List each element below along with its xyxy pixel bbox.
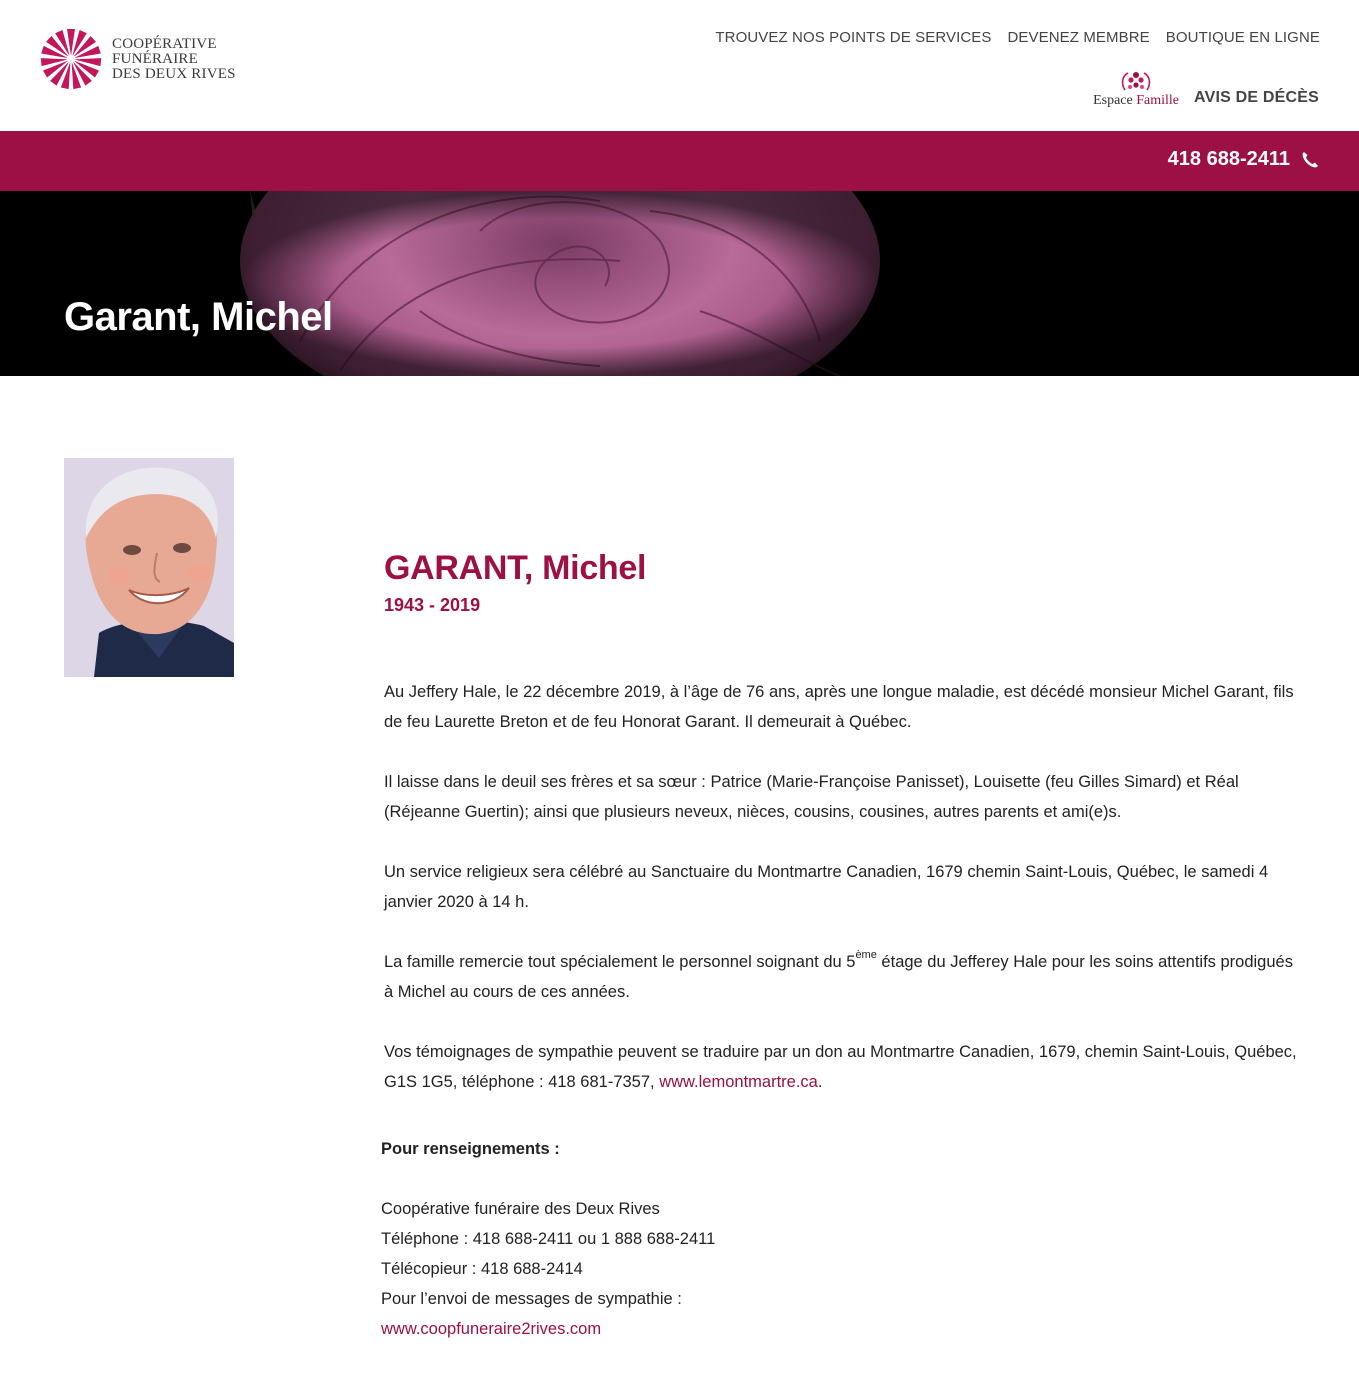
obituary-paragraph-3: Un service religieux sera célébré au Sanctuaire du Montmartre Canadien, 1679 chemin Saint-Louis, Québec, le samedi 4 janvier 2020 à 14 h. bbox=[384, 863, 1269, 911]
info-telephone: Téléphone : 418 688-2411 ou 1 888 688-2411 bbox=[381, 1230, 716, 1248]
portrait-image bbox=[64, 458, 234, 677]
espace-famille-label bbox=[1093, 93, 1179, 109]
espace-word: Espace bbox=[1093, 93, 1133, 108]
superscript-eme: ème bbox=[855, 948, 877, 961]
espace-famille-link[interactable] bbox=[1093, 70, 1179, 109]
hero-banner bbox=[0, 191, 1359, 376]
paragraph-4-text-start: La famille remercie tout spécialement le personnel soignant du 5 bbox=[384, 953, 856, 971]
obituary-paragraph-4 bbox=[384, 947, 1304, 1007]
family-icon bbox=[1118, 70, 1154, 94]
logo-line-2: FUNÉRAIRE bbox=[112, 50, 198, 67]
obituary-paragraph-5 bbox=[384, 1037, 1304, 1097]
paragraph-5-text-start: Vos témoignages de sympathie peuvent se traduire par un don au Montmartre Canadien, 1679, chemin Saint-Louis, Québec, G1S 1G5, téléphone : 418 681-7357, bbox=[384, 1043, 1297, 1091]
obituary-paragraph-2: Il laisse dans le deuil ses frères et sa sœur : Patrice (Marie-Françoise Panisset), Louisette (feu Gilles Simard) et Réal (Réjeanne Guertin); ainsi que plusieurs neveux, nièces, cousins, cousines, autres parents et ami(e)s. bbox=[384, 773, 1239, 821]
hero-title: Garant, Michel bbox=[64, 295, 333, 339]
nav-points-de-services[interactable]: TROUVEZ NOS POINTS DE SERVICES bbox=[715, 29, 992, 46]
logo-line-1: COOPÉRATIVE bbox=[112, 35, 217, 52]
info-heading: Pour renseignements : bbox=[381, 1140, 560, 1158]
montmartre-link[interactable]: www.lemontmartre.ca bbox=[659, 1073, 818, 1091]
info-fax: Télécopieur : 418 688-2414 bbox=[381, 1260, 583, 1278]
life-years: 1943 - 2019 bbox=[384, 595, 481, 615]
paragraph-5-text-end: . bbox=[817, 1073, 823, 1091]
phone-icon bbox=[1300, 150, 1320, 170]
logo-wordmark bbox=[112, 37, 236, 82]
phone-number: 418 688-2411 bbox=[1167, 148, 1290, 170]
top-navigation bbox=[715, 29, 1320, 46]
coop-website-link[interactable]: www.coopfuneraire2rives.com bbox=[381, 1320, 602, 1338]
obituary-text bbox=[384, 677, 1304, 1127]
contact-info bbox=[381, 1134, 1081, 1344]
info-sympathy-label: Pour l’envoi de messages de sympathie : bbox=[381, 1290, 682, 1308]
paragraph-4-text-end: étage du Jefferey Hale pour les soins attentifs prodigués à Michel au cours de ces années. bbox=[384, 953, 1293, 1001]
deceased-name: GARANT, Michel bbox=[384, 549, 647, 587]
phone-link[interactable] bbox=[1168, 148, 1320, 171]
nav-boutique-en-ligne[interactable]: BOUTIQUE EN LIGNE bbox=[1165, 29, 1320, 46]
info-company: Coopérative funéraire des Deux Rives bbox=[381, 1200, 660, 1218]
phone-bar bbox=[0, 131, 1359, 191]
site-header bbox=[0, 0, 1359, 131]
deceased-portrait bbox=[64, 458, 234, 677]
rose-image bbox=[0, 191, 1359, 376]
sunburst-logo-icon bbox=[38, 27, 104, 91]
nav-avis-de-deces[interactable]: AVIS DE DÉCÈS bbox=[1194, 89, 1319, 106]
famille-word: Famille bbox=[1136, 93, 1179, 108]
secondary-navigation bbox=[1093, 70, 1319, 109]
nav-devenez-membre[interactable]: DEVENEZ MEMBRE bbox=[1007, 29, 1150, 46]
logo-line-3: DES DEUX RIVES bbox=[112, 65, 236, 82]
site-logo[interactable] bbox=[38, 27, 236, 91]
obituary-paragraph-1: Au Jeffery Hale, le 22 décembre 2019, à l’âge de 76 ans, après une longue maladie, est décédé monsieur Michel Garant, fils de feu Laurette Breton et de feu Honorat Garant. Il demeurait à Québec. bbox=[384, 683, 1294, 731]
